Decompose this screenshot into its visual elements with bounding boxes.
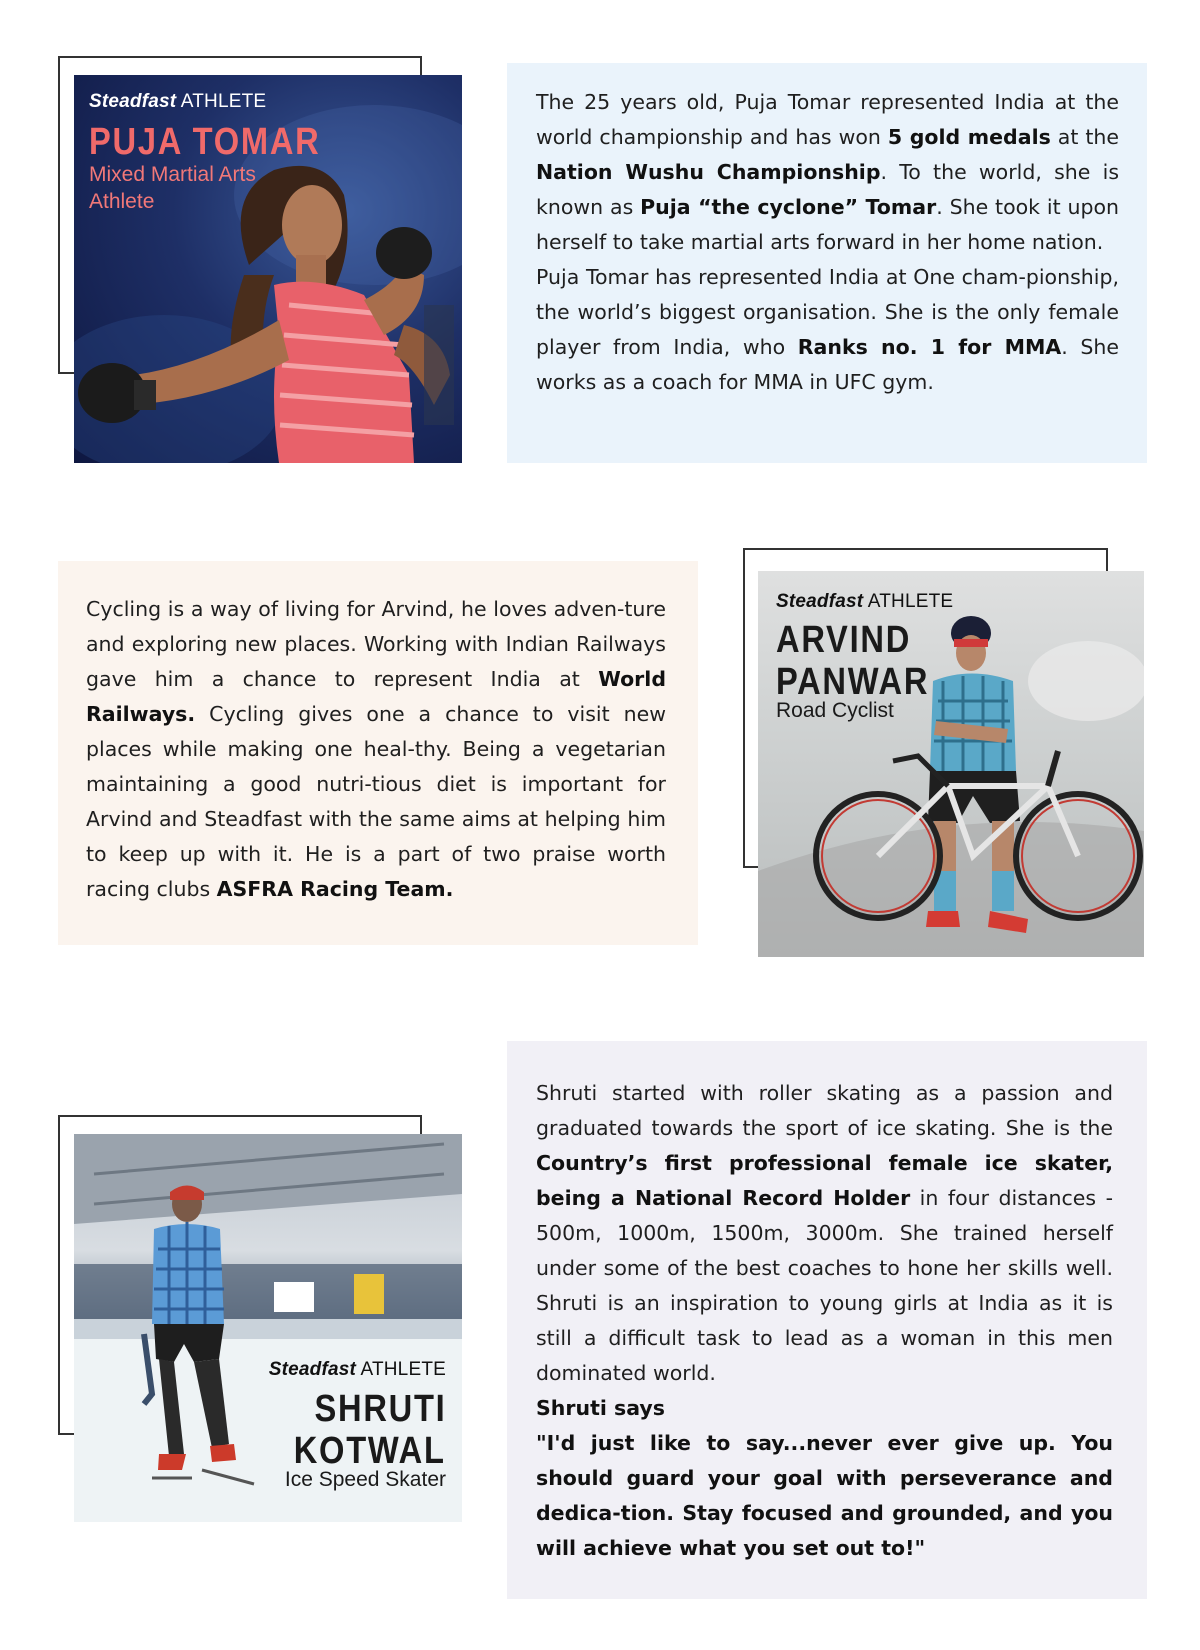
athlete-label: ATHLETE <box>180 91 267 112</box>
bio-highlight: Puja “the cyclone” Tomar <box>640 195 937 219</box>
athlete-sport: Ice Speed Skater <box>284 1468 446 1491</box>
bio-text: at the <box>1050 125 1119 149</box>
bio-paragraph <box>536 85 1119 260</box>
bio-highlight: World Railways. <box>86 667 666 726</box>
athlete-name-line2: KOTWAL <box>294 1430 446 1472</box>
bio-box-arvind <box>58 561 698 945</box>
bio-text: in four distances - 500m, 1000m, 1500m, 3000m. She trained herself under some of the best coaches to hone her skills well. Shruti is an inspiration to young girls at India as it is still a difficult task to lead as a woman in this men dominated world. <box>536 1186 1113 1385</box>
bio-text: Shruti started with roller skating as a passion and graduated towards the sport of ice skating. She is the <box>536 1081 1113 1140</box>
athlete-label: ATHLETE <box>360 1359 446 1380</box>
bio-text: Cycling is a way of living for Arvind, he loves adven-ture and exploring new places. Working with Indian Railways gave him a chance to represent India at <box>86 597 666 691</box>
bio-text: . She works as a coach for MMA in UFC gym. <box>536 335 1119 394</box>
bio-paragraph <box>536 1076 1113 1391</box>
athlete-tag <box>89 91 266 113</box>
athlete-sport-line2: Athlete <box>89 190 155 213</box>
athlete-photo-puja <box>74 75 462 463</box>
athlete-name: PUJA TOMAR <box>89 121 321 163</box>
brand-label: Steadfast <box>776 591 864 612</box>
bio-highlight: Nation Wushu Championship <box>536 160 881 184</box>
quote-heading <box>536 1391 1113 1426</box>
photo-frame-puja-left <box>58 56 74 374</box>
bio-text: . She took it upon herself to take martial arts forward in her home nation. <box>536 195 1120 254</box>
athlete-name-line1: ARVIND <box>776 619 912 661</box>
athlete-photo-shruti <box>74 1134 462 1522</box>
bio-box-shruti <box>507 1041 1147 1599</box>
brand-label: Steadfast <box>89 91 177 112</box>
bio-paragraph <box>536 260 1119 400</box>
athlete-sport-line1: Mixed Martial Arts <box>89 163 256 186</box>
athlete-label: ATHLETE <box>867 591 954 612</box>
brand-label: Steadfast <box>268 1359 357 1380</box>
bio-highlight: ASFRA Racing Team. <box>216 877 454 901</box>
quote-paragraph <box>536 1426 1113 1566</box>
athlete-name-line2: PANWAR <box>776 661 930 703</box>
athlete-name-line1: SHRUTI <box>314 1388 446 1430</box>
bio-box-puja <box>507 63 1147 463</box>
bio-text: . To the world, she is known as <box>536 160 1119 219</box>
bio-highlight: Country’s first professional female ice skater, being a National Record Holder <box>536 1151 1113 1210</box>
quote-text: "I'd just like to say...never ever give up. You should guard your goal with perseverance and dedica-tion. Stay focused and grounded, and you will achieve what you set out to!" <box>536 1431 1113 1560</box>
athlete-sport: Road Cyclist <box>776 699 894 722</box>
athlete-photo-arvind <box>758 571 1144 957</box>
quote-label: Shruti says <box>536 1396 665 1420</box>
bio-highlight: 5 gold medals <box>887 125 1051 149</box>
athlete-tag <box>776 591 953 613</box>
bio-text: The 25 years old, Puja Tomar represented India at the world championship and has won <box>536 90 1119 149</box>
athlete-tag <box>269 1359 446 1381</box>
bio-highlight: Ranks no. 1 for MMA <box>797 335 1062 359</box>
bio-text: Puja Tomar has represented India at One cham-pionship, the world’s biggest organisation. She is the only female player from India, who <box>536 265 1119 359</box>
bio-text: Cycling gives one a chance to visit new places while making one heal-thy. Being a vegetarian maintaining a good nutri-tious diet is important for Arvind and Steadfast with the same aims at helping him to keep up with it. He is a part of two praise worth racing clubs <box>86 702 666 901</box>
bio-paragraph <box>86 592 666 907</box>
